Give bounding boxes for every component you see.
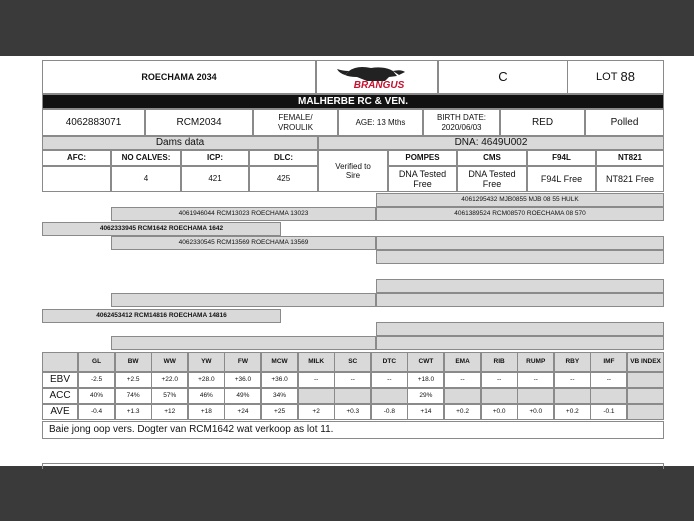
ebv-cell: +0.3 — [334, 404, 371, 420]
ebv-cell: 74% — [115, 388, 152, 404]
next-sheet-edge — [42, 463, 664, 469]
id-number: 4062883071 — [42, 109, 145, 136]
grade: C — [438, 60, 568, 94]
ebv-cell — [627, 372, 664, 388]
colour: RED — [500, 109, 585, 136]
afc-value — [42, 166, 111, 192]
ebv-cell — [590, 388, 627, 404]
ebv-cell: +2 — [298, 404, 335, 420]
ebv-cell: 40% — [78, 388, 115, 404]
ebv-cell — [444, 388, 481, 404]
ebv-header-corner — [42, 352, 78, 372]
icp-value: 421 — [181, 166, 249, 192]
ebv-cell: -0.1 — [590, 404, 627, 420]
ebv-cell: +22.0 — [151, 372, 188, 388]
afc-header: AFC: — [42, 150, 111, 166]
pedigree-sire-sire: 4061295432 MJB0855 MJB 08 55 HULK — [376, 193, 664, 207]
ebv-cell: -0.8 — [371, 404, 408, 420]
ebv-col-header: IMF — [590, 352, 627, 372]
horn-status: Polled — [585, 109, 664, 136]
sex: FEMALE/ VROULIK — [253, 109, 338, 136]
verified-to-sire: Verified to Sire — [318, 150, 388, 192]
ebv-col-header: MCW — [261, 352, 298, 372]
brangus-logo-icon — [327, 63, 427, 91]
ebv-cell: 49% — [224, 388, 261, 404]
ebv-col-header: YW — [188, 352, 225, 372]
ebv-cell: -0.4 — [78, 404, 115, 420]
age: AGE: 13 Mths — [338, 109, 423, 136]
ebv-cell: -- — [590, 372, 627, 388]
lot-sheet — [0, 56, 694, 466]
pedigree-blank-8 — [376, 336, 664, 350]
test-header-cms: CMS — [457, 150, 527, 166]
dna-code: DNA: 4649U002 — [318, 136, 664, 150]
pedigree-sire-dam: 4061389524 RCM08570 ROECHAMA 08 570 — [376, 207, 664, 221]
ebv-cell — [481, 388, 518, 404]
test-result-cms: DNA Tested Free — [457, 166, 527, 192]
ebv-cell — [334, 388, 371, 404]
ebv-col-header: EMA — [444, 352, 481, 372]
pedigree-blank-5 — [376, 293, 664, 307]
ebv-cell: -2.5 — [78, 372, 115, 388]
ebv-col-header: RIB — [481, 352, 518, 372]
lot-box — [567, 60, 664, 94]
animal-name: ROECHAMA 2034 — [42, 60, 316, 94]
ebv-col-header: WW — [151, 352, 188, 372]
ebv-cell: +28.0 — [188, 372, 225, 388]
dlc-value: 425 — [249, 166, 318, 192]
pedigree-blank-1 — [376, 236, 664, 250]
test-header-pompes: POMPES — [388, 150, 457, 166]
ebv-cell — [554, 388, 591, 404]
breeder-bar: MALHERBE RC & VEN. — [42, 94, 664, 109]
ebv-cell: +0.2 — [554, 404, 591, 420]
pedigree-blank-2 — [376, 250, 664, 264]
ebv-col-header: DTC — [371, 352, 408, 372]
herd-code: RCM2034 — [145, 109, 253, 136]
dlc-header: DLC: — [249, 150, 318, 166]
ebv-cell: -- — [444, 372, 481, 388]
pedigree-dam-sire-sire: 4061946044 RCM13023 ROECHAMA 13023 — [111, 207, 376, 221]
ebv-cell: +1.3 — [115, 404, 152, 420]
ebv-col-header: VB INDEX — [627, 352, 664, 372]
no-calves-header: NO CALVES: — [111, 150, 181, 166]
ebv-cell: +24 — [224, 404, 261, 420]
ebv-cell: 29% — [407, 388, 444, 404]
ebv-cell — [298, 388, 335, 404]
dams-data-label: Dams data — [42, 136, 318, 150]
ebv-col-header: MILK — [298, 352, 335, 372]
ebv-cell: +12 — [151, 404, 188, 420]
ebv-cell: 57% — [151, 388, 188, 404]
ebv-cell: +18 — [188, 404, 225, 420]
ebv-cell: 46% — [188, 388, 225, 404]
ebv-cell: -- — [298, 372, 335, 388]
ebv-row-label: EBV — [42, 372, 78, 388]
comment: Baie jong oop vers. Dogter van RCM1642 wat verkoop as lot 11. — [42, 421, 664, 439]
birth-date-label: BIRTH DATE: — [436, 113, 487, 123]
ebv-row-label: AVE — [42, 404, 78, 420]
pedigree-sire: 4062333945 RCM1642 ROECHAMA 1642 — [42, 222, 281, 236]
pedigree-blank-7 — [111, 336, 376, 350]
ebv-cell: -- — [481, 372, 518, 388]
pedigree-blank-4 — [111, 293, 376, 307]
ebv-cell: +36.0 — [224, 372, 261, 388]
birth-date-value: 2020/06/03 — [441, 122, 482, 132]
ebv-col-header: SC — [334, 352, 371, 372]
ebv-cell: 34% — [261, 388, 298, 404]
ebv-cell: -- — [517, 372, 554, 388]
test-result-pompes: DNA Tested Free — [388, 166, 457, 192]
pedigree-blank-6 — [376, 322, 664, 336]
ebv-col-header: BW — [115, 352, 152, 372]
ebv-cell: +25 — [261, 404, 298, 420]
brand-logo — [316, 60, 438, 94]
test-header-nt821: NT821 — [596, 150, 664, 166]
pedigree-blank-3 — [376, 279, 664, 293]
birth-date — [423, 109, 500, 136]
ebv-cell: -- — [371, 372, 408, 388]
ebv-cell: +36.0 — [261, 372, 298, 388]
ebv-cell: +0.0 — [481, 404, 518, 420]
ebv-cell — [371, 388, 408, 404]
no-calves-value: 4 — [111, 166, 181, 192]
ebv-cell — [627, 404, 664, 420]
svg-text:BRANGUS: BRANGUS — [353, 80, 405, 91]
ebv-cell: -- — [334, 372, 371, 388]
ebv-cell — [627, 388, 664, 404]
ebv-col-header: FW — [224, 352, 261, 372]
ebv-col-header: CWT — [407, 352, 444, 372]
icp-header: ICP: — [181, 150, 249, 166]
ebv-row-label: ACC — [42, 388, 78, 404]
ebv-cell: +18.0 — [407, 372, 444, 388]
test-result-f94l: F94L Free — [527, 166, 596, 192]
ebv-cell: +14 — [407, 404, 444, 420]
ebv-cell: -- — [554, 372, 591, 388]
test-result-nt821: NT821 Free — [596, 166, 664, 192]
test-header-f94l: F94L — [527, 150, 596, 166]
ebv-col-header: RBY — [554, 352, 591, 372]
ebv-col-header: GL — [78, 352, 115, 372]
ebv-cell: +2.5 — [115, 372, 152, 388]
pedigree-dam: 4062453412 RCM14816 ROECHAMA 14816 — [42, 309, 281, 323]
ebv-cell: +0.2 — [444, 404, 481, 420]
ebv-cell: +0.0 — [517, 404, 554, 420]
lot-label: LOT — [596, 70, 618, 83]
pedigree-dam-sire-dam: 4062330545 RCM13569 ROECHAMA 13569 — [111, 236, 376, 250]
ebv-cell — [517, 388, 554, 404]
ebv-col-header: RUMP — [517, 352, 554, 372]
lot-number: 88 — [620, 68, 635, 84]
